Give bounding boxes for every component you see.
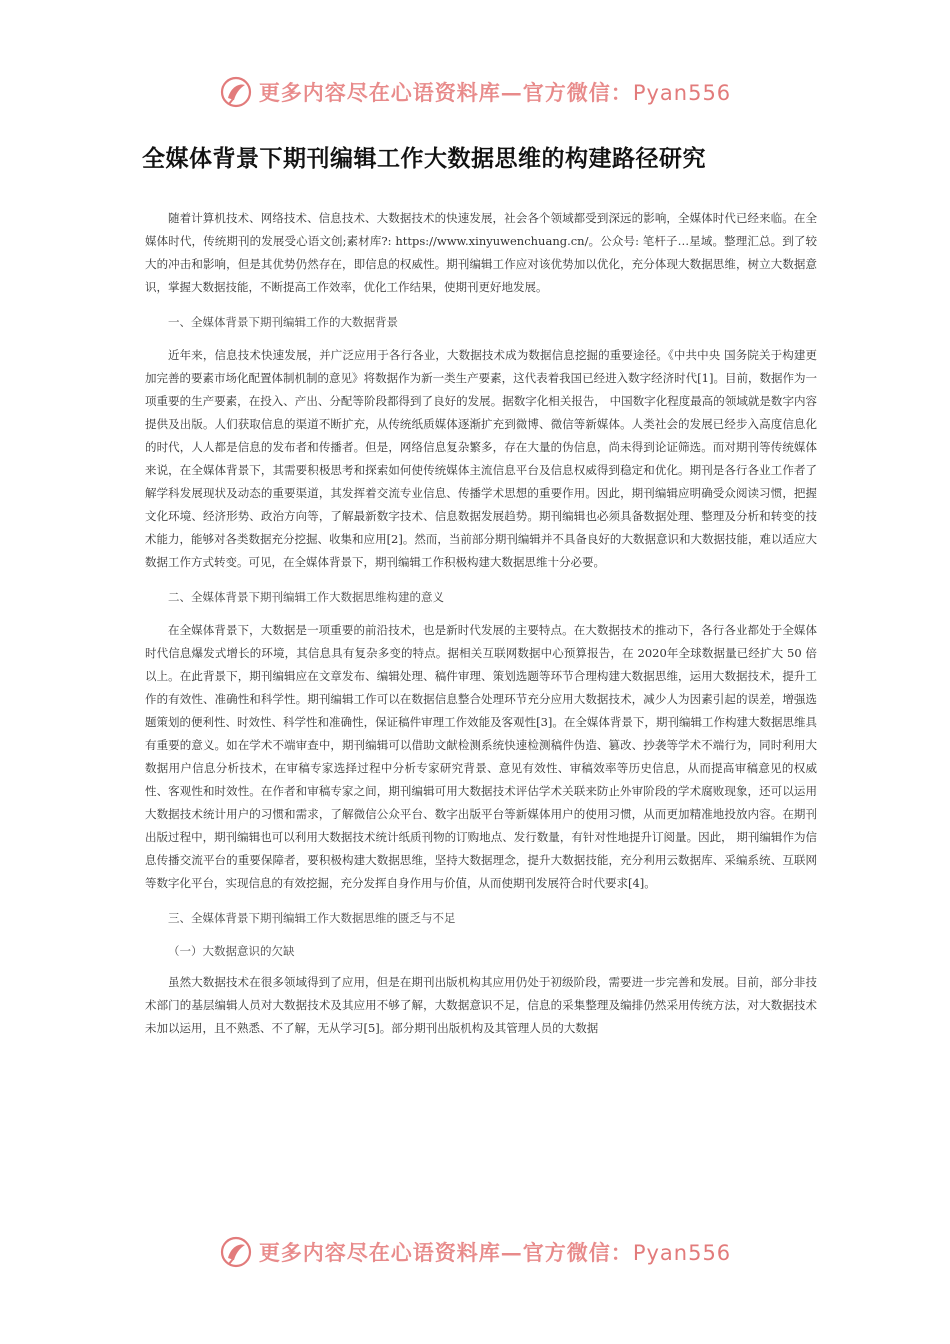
- banner-label: 更多内容尽在心语资料库—官方微信：: [258, 80, 633, 105]
- banner-text: [259, 1237, 731, 1267]
- banner-wechat-id: Pyan556: [632, 81, 732, 105]
- body-paragraph: 近年来，信息技术快速发展，并广泛应用于各行各业，大数据技术成为数据信息挖掘的重要途径。《中共中央 国务院关于构建更加完善的要素市场化配置体制机制的意见》将数据作为新一类生产要素，这代表着我国已经进入数字经济时代[1]。目前，数据作为一项重要的生产要素，在投入、产出、分配等阶段都得到了良好的发展。据数字化相关报告， 中国数字化程度最高的领域就是数字内容提供及出版。人们获取信息的渠道不断扩充，从传统纸质媒体逐渐扩充到微博、微信等新媒体。人类社会的发展已经步入高度信息化的时代，人人都是信息的发布者和传播者。但是，网络信息复杂繁多，存在大量的伪信息，尚未得到论证筛选。而对期刊等传统媒体来说，在全媒体背景下，其需要积极思考和探索如何使传统媒体主流信息平台及信息权威得到稳定和优化。期刊是各行各业工作者了解学科发展现状及动态的重要渠道，其发挥着交流专业信息、传播学术思想的重要作用。因此，期刊编辑应明确受众阅读习惯，把握文化环境、经济形势、政治方向等，了解最新数字技术、信息数据发展趋势。期刊编辑也必须具备数据处理、整理及分析和转变的技术能力，能够对各类数据充分挖掘、收集和应用[2]。然而，当前部分期刊编辑并不具备良好的大数据意识和大数据技能，难以适应大数据工作方式转变。可见，在全媒体背景下，期刊编辑工作积极构建大数据思维十分必要。: [145, 348, 817, 569]
- section-heading: 三、全媒体背景下期刊编辑工作大数据思维的匮乏与不足: [168, 911, 456, 925]
- brand-logo-icon: [219, 1235, 253, 1269]
- body-paragraph: 随着计算机技术、网络技术、信息技术、大数据技术的快速发展，社会各个领域都受到深远的影响，全媒体时代已经来临。在全媒体时代，传统期刊的发展受心语文创;素材库?: https://www.xinyuwenchuang.cn/。公众号: 笔杆子…星域。整理汇总。到了较大的冲击和影响，但是其优势仍然存在，即信息的权威性。期刊编辑工作应对该优势加以优化，充分体现大数据思维，树立大数据意识，掌握大数据技能，不断提高工作效率，优化工作结果，使期刊更好地发展。: [145, 211, 817, 294]
- header-banner: [0, 72, 950, 112]
- brand-logo-icon: [219, 75, 253, 109]
- section-heading: （一）大数据意识的欠缺: [168, 944, 295, 958]
- footer-banner: [0, 1232, 950, 1272]
- body-paragraph: 虽然大数据技术在很多领域得到了应用，但是在期刊出版机构其应用仍处于初级阶段，需要进一步完善和发展。目前，部分非技术部门的基层编辑人员对大数据技术及其应用不够了解，大数据意识不足，信息的采集整理及编排仍然采用传统方法，对大数据技术未加以运用，且不熟悉、不了解，无从学习[5]。部分期刊出版机构及其管理人员的大数据: [145, 975, 817, 1035]
- document-title: 全媒体背景下期刊编辑工作大数据思维的构建路径研究: [142, 146, 706, 172]
- document-body: [145, 207, 817, 1052]
- section-heading: 二、全媒体背景下期刊编辑工作大数据思维构建的意义: [168, 590, 444, 604]
- banner-wechat-id: Pyan556: [632, 1241, 732, 1265]
- body-paragraph: 在全媒体背景下，大数据是一项重要的前沿技术，也是新时代发展的主要特点。在大数据技术的推动下，各行各业都处于全媒体时代信息爆发式增长的环境，其信息具有复杂多变的特点。据相关互联网数据中心预算报告，在 2020年全球数据量已经扩大 50 倍以上。在此背景下，期刊编辑应在文章发布、编辑处理、稿件审理、策划选题等环节合理构建大数据思维，运用大数据技术，提升工作的有效性、准确性和科学性。期刊编辑工作可以在数据信息整合处理环节充分应用大数据技术，减少人为因素引起的误差，增强选题策划的便利性、时效性、科学性和准确性，保证稿件审理工作效能及客观性[3]。在全媒体背景下，期刊编辑工作构建大数据思维具有重要的意义。如在学术不端审查中，期刊编辑可以借助文献检测系统快速检测稿件伪造、篡改、抄袭等学术不端行为，同时利用大数据用户信息分析技术，在审稿专家选择过程中分析专家研究背景、意见有效性、审稿效率等历史信息，从而提高审稿意见的权威性、客观性和时效性。在作者和审稿专家之间，期刊编辑可用大数据技术评估学术关联来防止外审阶段的学术腐败现象，还可以运用大数据技术统计用户的习惯和需求，了解微信公众平台、数字出版平台等新媒体用户的使用习惯，从而更加精准地投放内容。在期刊出版过程中，期刊编辑也可以利用大数据技术统计纸质刊物的订购地点、发行数量，有针对性地提升订阅量。因此， 期刊编辑作为信息传播交流平台的重要保障者，要积极构建大数据思维，坚持大数据理念，提升大数据技能，充分利用云数据库、采编系统、互联网等数字化平台，实现信息的有效挖掘，充分发挥自身作用与价值，从而使期刊发展符合时代要求[4]。: [145, 623, 817, 890]
- banner-label: 更多内容尽在心语资料库—官方微信：: [258, 1240, 633, 1265]
- banner-text: [259, 77, 731, 107]
- section-heading: 一、全媒体背景下期刊编辑工作的大数据背景: [168, 315, 398, 329]
